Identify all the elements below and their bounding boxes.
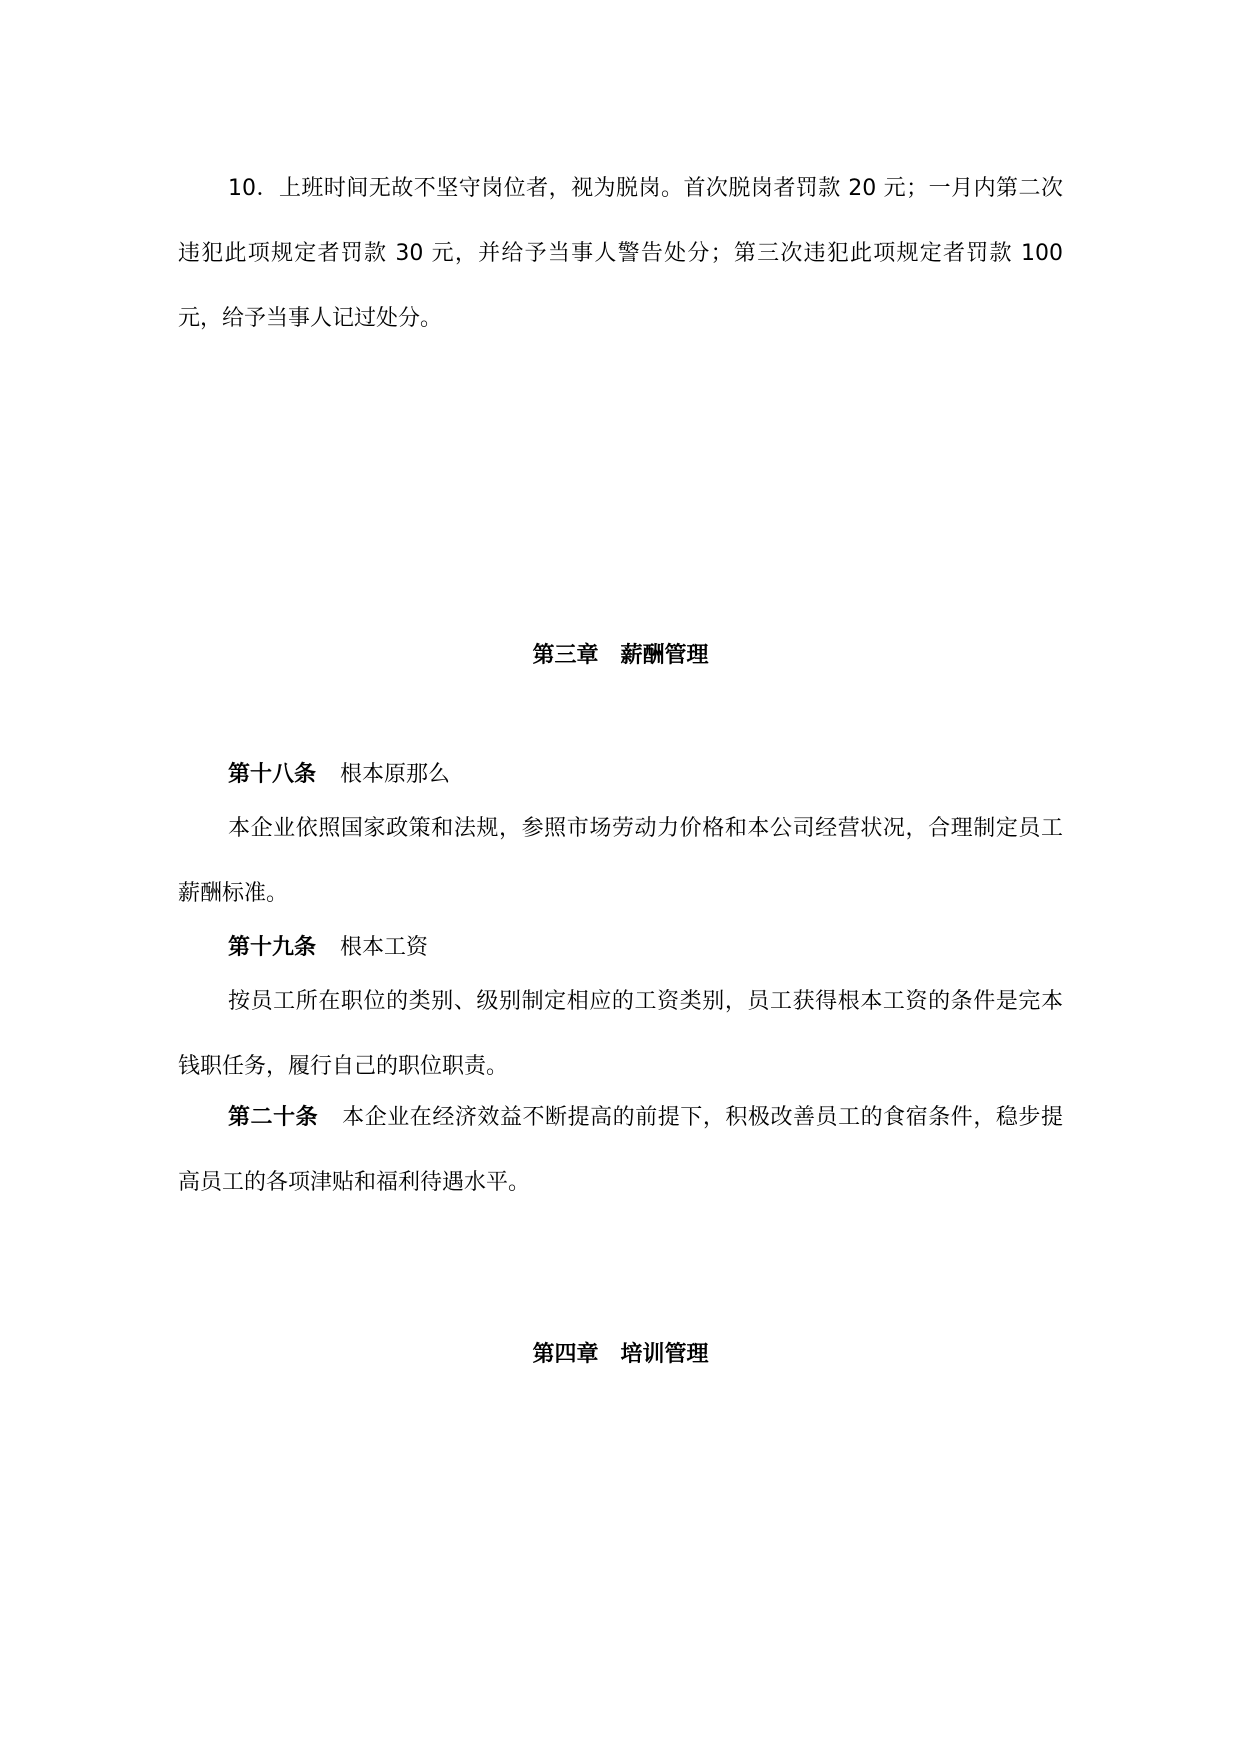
article-18-title: 根本原那么 <box>340 762 451 787</box>
article-19-heading <box>228 930 428 961</box>
clause-10-paragraph: 10．上班时间无故不坚守岗位者，视为脱岗。首次脱岗者罚款 20 元；一月内第二次违犯此项规定者罚款 30 元，并给予当事人警告处分；第三次违犯此项规定者罚款 100 元，给予当事人记过处分。 <box>178 176 1063 331</box>
article-20-body: 本企业在经济效益不断提高的前提下，积极改善员工的食宿条件，稳步提高员工的各项津贴和福利待遇水平。 <box>178 1105 1063 1195</box>
chapter-3-heading <box>0 638 1241 669</box>
chapter-3-title: 薪酬管理 <box>620 643 709 668</box>
chapter-3-number: 第三章 <box>532 643 599 668</box>
article-20-paragraph <box>178 1085 1063 1215</box>
chapter-4-heading <box>0 1337 1241 1368</box>
article-20-number: 第二十条 <box>228 1105 319 1130</box>
article-19-body: 按员工所在职位的类别、级别制定相应的工资类别，员工获得根本工资的条件是完本钱职任务，履行自己的职位职责。 <box>178 989 1063 1079</box>
article-18-number: 第十八条 <box>228 762 317 787</box>
article-19-number: 第十九条 <box>228 935 317 960</box>
chapter-4-title: 培训管理 <box>620 1342 709 1367</box>
article-18-heading <box>228 757 450 788</box>
chapter-4-number: 第四章 <box>532 1342 599 1367</box>
article-19-title: 根本工资 <box>340 935 429 960</box>
article-18-body: 本企业依照国家政策和法规，参照市场劳动力价格和本公司经营状况，合理制定员工薪酬标准。 <box>178 816 1063 906</box>
